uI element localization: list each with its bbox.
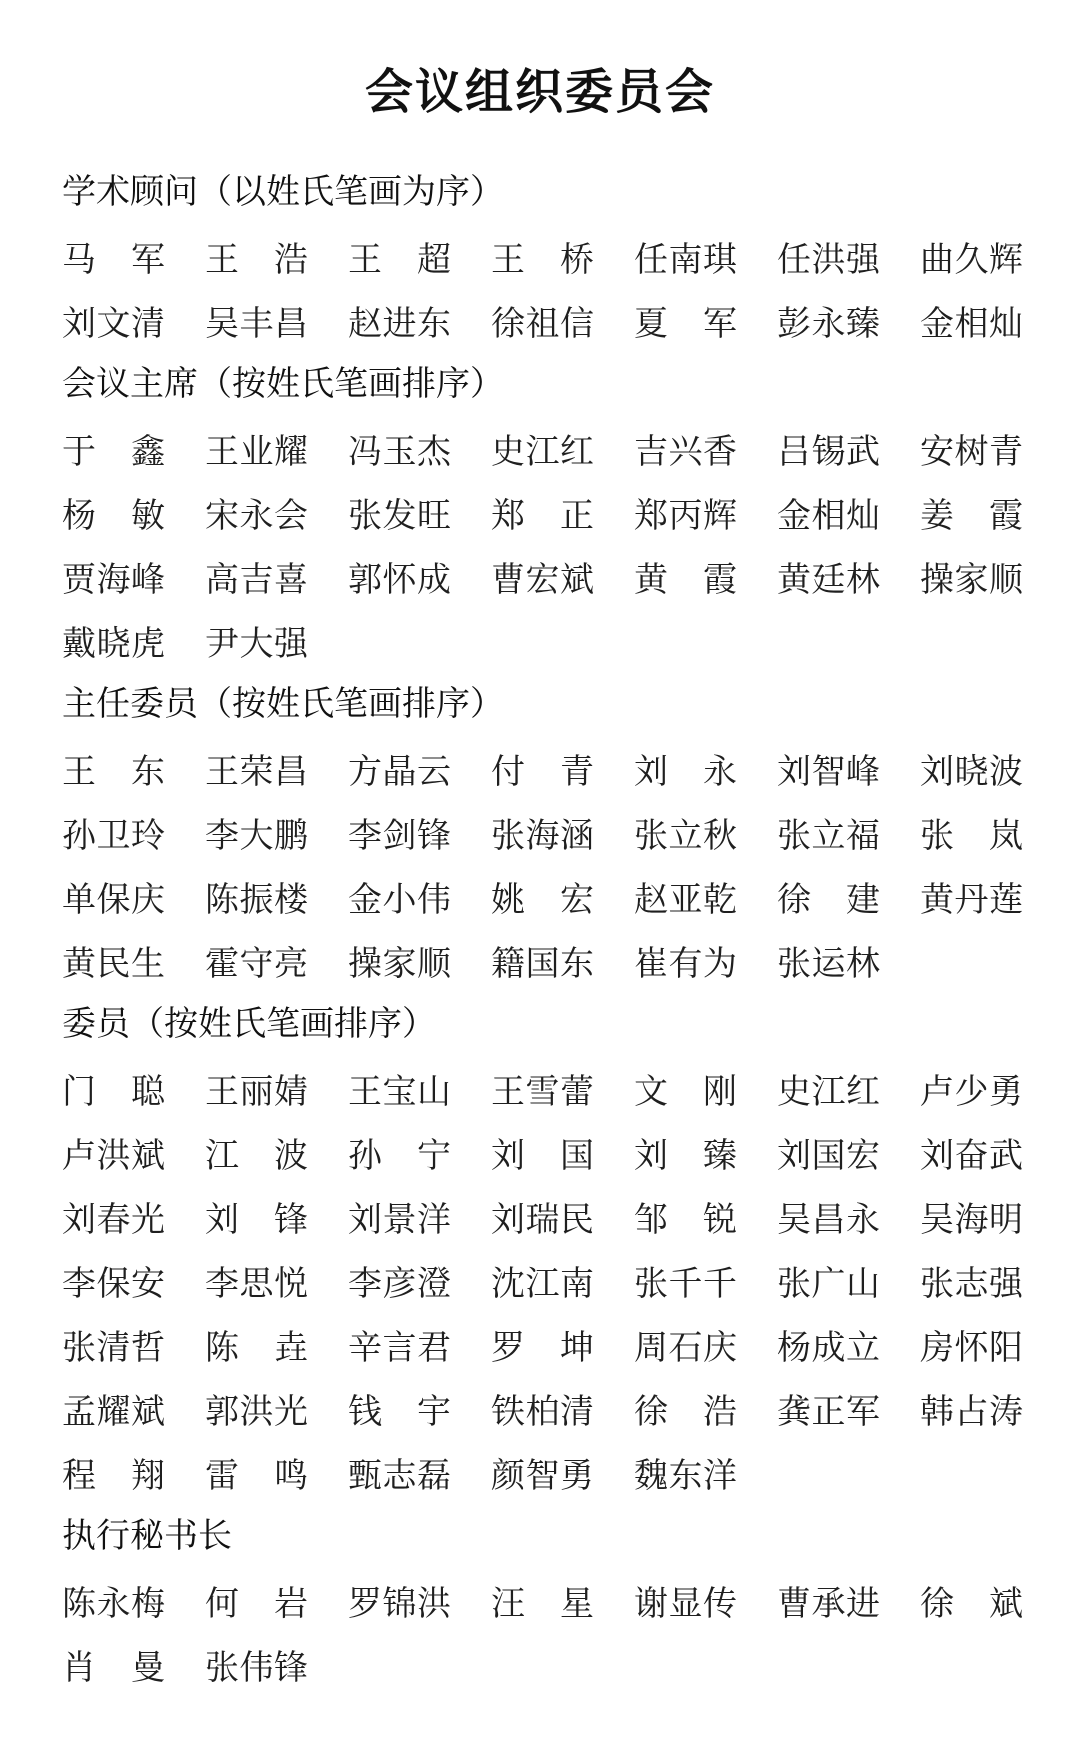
member-name-text: 张 岚	[920, 815, 1023, 856]
member-name	[777, 928, 880, 992]
member-name-text: 李思悦	[205, 1263, 308, 1304]
member-name-text: 郭怀成	[348, 559, 451, 600]
member-name-text: 门 聪	[62, 1071, 165, 1112]
member-name	[62, 288, 165, 352]
member-name	[920, 416, 1023, 480]
member-name	[348, 1568, 451, 1632]
member-name-text: 刘国宏	[777, 1135, 880, 1176]
member-name-text: 刘智峰	[777, 751, 880, 792]
member-name	[491, 1120, 594, 1184]
member-name	[205, 1568, 308, 1632]
member-name-text: 任洪强	[777, 239, 880, 280]
member-name-text: 黄 霞	[634, 559, 737, 600]
member-name-text: 张志强	[920, 1263, 1023, 1304]
member-name	[205, 1440, 308, 1504]
member-name	[491, 1568, 594, 1632]
member-name-text: 于 鑫	[62, 431, 165, 472]
member-name-text: 李彦澄	[348, 1263, 451, 1304]
member-name-text: 何 岩	[205, 1583, 308, 1624]
member-name	[634, 1376, 737, 1440]
member-name	[634, 800, 737, 864]
member-list	[62, 736, 1022, 992]
member-name	[348, 1376, 451, 1440]
member-name-text: 孙 宁	[348, 1135, 451, 1176]
member-name-text: 张立福	[777, 815, 880, 856]
member-name	[920, 800, 1023, 864]
member-name	[205, 1056, 308, 1120]
member-name-text: 刘瑞民	[491, 1199, 594, 1240]
member-name	[62, 1376, 165, 1440]
member-name	[634, 736, 737, 800]
member-name-text: 史江红	[491, 431, 594, 472]
member-name	[491, 864, 594, 928]
member-name	[777, 224, 880, 288]
member-name-text: 马 军	[62, 239, 165, 280]
member-name	[491, 800, 594, 864]
member-name-text: 曹宏斌	[491, 559, 594, 600]
member-name-text: 贾海峰	[62, 559, 165, 600]
member-name	[920, 1568, 1023, 1632]
member-name	[205, 416, 308, 480]
member-name-text: 王宝山	[348, 1071, 451, 1112]
member-name-text: 杨成立	[777, 1327, 880, 1368]
member-name-text: 金小伟	[348, 879, 451, 920]
member-name-text: 周石庆	[634, 1327, 737, 1368]
member-name	[348, 800, 451, 864]
member-name-text: 张海涵	[491, 815, 594, 856]
member-name	[634, 1440, 737, 1504]
member-name	[777, 288, 880, 352]
member-name	[920, 288, 1023, 352]
member-name	[920, 1184, 1023, 1248]
member-name	[920, 1056, 1023, 1120]
member-name	[920, 480, 1023, 544]
member-name-text: 韩占涛	[920, 1391, 1023, 1432]
member-name	[205, 1120, 308, 1184]
member-name	[634, 480, 737, 544]
member-name-text: 郭洪光	[205, 1391, 308, 1432]
member-name	[62, 1312, 165, 1376]
member-name	[491, 1376, 594, 1440]
member-name	[205, 224, 308, 288]
member-name-text: 王 浩	[205, 239, 308, 280]
member-name-text: 黄丹莲	[920, 879, 1023, 920]
member-name-text: 姜 霞	[920, 495, 1023, 536]
member-name-text: 文 刚	[634, 1071, 737, 1112]
member-name-text: 安树青	[920, 431, 1023, 472]
member-name	[62, 1632, 165, 1696]
member-name-text: 张发旺	[348, 495, 451, 536]
member-name	[777, 1184, 880, 1248]
member-name	[62, 1568, 165, 1632]
member-name	[205, 1312, 308, 1376]
member-name-text: 张伟锋	[205, 1647, 308, 1688]
member-name	[62, 1184, 165, 1248]
member-name	[205, 288, 308, 352]
member-name	[62, 1056, 165, 1120]
member-name-text: 江 波	[205, 1135, 308, 1176]
member-name-text: 操家顺	[920, 559, 1023, 600]
member-name	[920, 864, 1023, 928]
member-name-text: 史江红	[777, 1071, 880, 1112]
member-name	[920, 1120, 1023, 1184]
member-name	[920, 1312, 1023, 1376]
member-name-text: 刘 臻	[634, 1135, 737, 1176]
member-name-text: 冯玉杰	[348, 431, 451, 472]
member-name-text: 吉兴香	[634, 431, 737, 472]
member-name-text: 甄志磊	[348, 1455, 451, 1496]
member-name	[205, 480, 308, 544]
member-list	[62, 1056, 1022, 1504]
member-name-text: 张千千	[634, 1263, 737, 1304]
member-name	[62, 928, 165, 992]
member-name-text: 王 超	[348, 239, 451, 280]
member-name-text: 吴丰昌	[205, 303, 308, 344]
member-name	[777, 736, 880, 800]
member-name	[62, 224, 165, 288]
member-name-text: 刘 国	[491, 1135, 594, 1176]
member-name	[777, 416, 880, 480]
member-name	[62, 608, 165, 672]
member-name	[777, 1248, 880, 1312]
member-name	[205, 1184, 308, 1248]
member-name-text: 徐 斌	[920, 1583, 1023, 1624]
member-name-text: 吕锡武	[777, 431, 880, 472]
member-name-text: 魏东洋	[634, 1455, 737, 1496]
member-name-text: 崔有为	[634, 943, 737, 984]
member-name-text: 霍守亮	[205, 943, 308, 984]
member-name-text: 付 青	[491, 751, 594, 792]
member-name-text: 张清哲	[62, 1327, 165, 1368]
member-name-text: 金相灿	[920, 303, 1023, 344]
page-title: 会议组织委员会	[364, 64, 715, 120]
member-name	[348, 416, 451, 480]
member-name-text: 龚正军	[777, 1391, 880, 1432]
member-name	[348, 736, 451, 800]
member-name-text: 郑丙辉	[634, 495, 737, 536]
member-name	[634, 1312, 737, 1376]
member-name-text: 单保庆	[62, 879, 165, 920]
member-name	[62, 800, 165, 864]
member-name-text: 张立秋	[634, 815, 737, 856]
member-name-text: 卢洪斌	[62, 1135, 165, 1176]
member-name	[205, 1376, 308, 1440]
member-name	[634, 1248, 737, 1312]
member-name-text: 徐 建	[777, 879, 880, 920]
member-name-text: 陈永梅	[62, 1583, 165, 1624]
member-name	[634, 928, 737, 992]
member-name-text: 罗 坤	[491, 1327, 594, 1368]
committee-section	[62, 672, 1022, 992]
member-name-text: 王雪蕾	[491, 1071, 594, 1112]
member-name	[205, 1632, 308, 1696]
member-name	[62, 1440, 165, 1504]
member-name	[62, 864, 165, 928]
member-name-text: 高吉喜	[205, 559, 308, 600]
member-name	[491, 1056, 594, 1120]
member-name	[491, 416, 594, 480]
member-name	[62, 416, 165, 480]
member-name	[491, 1184, 594, 1248]
member-list	[62, 1568, 1022, 1696]
section-heading: 执行秘书长	[62, 1516, 232, 1556]
member-name	[634, 416, 737, 480]
member-name	[634, 224, 737, 288]
member-name-text: 赵亚乾	[634, 879, 737, 920]
member-name	[205, 928, 308, 992]
member-name-text: 方晶云	[348, 751, 451, 792]
member-name	[348, 928, 451, 992]
committee-content	[62, 160, 1022, 1696]
member-name-text: 尹大强	[205, 623, 308, 664]
section-heading: 会议主席（按姓氏笔画排序）	[62, 364, 504, 404]
member-name	[348, 224, 451, 288]
member-name	[634, 1184, 737, 1248]
member-name	[205, 736, 308, 800]
member-name	[491, 928, 594, 992]
member-name	[62, 1120, 165, 1184]
member-name	[920, 736, 1023, 800]
member-name	[348, 544, 451, 608]
member-name	[777, 800, 880, 864]
member-name	[491, 1440, 594, 1504]
member-name	[62, 480, 165, 544]
member-name-text: 籍国东	[491, 943, 594, 984]
member-name	[348, 1120, 451, 1184]
member-name-text: 李保安	[62, 1263, 165, 1304]
member-name	[920, 1248, 1023, 1312]
member-name-text: 罗锦洪	[348, 1583, 451, 1624]
member-name-text: 吴昌永	[777, 1199, 880, 1240]
member-name-text: 刘奋武	[920, 1135, 1023, 1176]
member-name	[777, 1120, 880, 1184]
member-name	[634, 288, 737, 352]
member-name	[348, 1184, 451, 1248]
member-name	[491, 1312, 594, 1376]
member-name	[205, 1248, 308, 1312]
member-name-text: 房怀阳	[920, 1327, 1023, 1368]
member-name-text: 孙卫玲	[62, 815, 165, 856]
member-name-text: 黄民生	[62, 943, 165, 984]
member-name	[491, 288, 594, 352]
member-name-text: 肖 曼	[62, 1647, 165, 1688]
committee-section	[62, 1504, 1022, 1696]
member-name-text: 刘 永	[634, 751, 737, 792]
member-name-text: 刘晓波	[920, 751, 1023, 792]
member-list	[62, 416, 1022, 672]
member-name	[348, 864, 451, 928]
member-name-text: 金相灿	[777, 495, 880, 536]
member-name-text: 程 翔	[62, 1455, 165, 1496]
member-name	[634, 544, 737, 608]
member-name	[634, 1056, 737, 1120]
member-name-text: 王 桥	[491, 239, 594, 280]
member-name	[348, 1440, 451, 1504]
member-name-text: 张广山	[777, 1263, 880, 1304]
member-name-text: 卢少勇	[920, 1071, 1023, 1112]
member-name-text: 张运林	[777, 943, 880, 984]
committee-section	[62, 160, 1022, 352]
member-name	[205, 544, 308, 608]
member-name-text: 戴晓虎	[62, 623, 165, 664]
section-heading: 学术顾问（以姓氏笔画为序）	[62, 172, 504, 212]
member-name-text: 赵进东	[348, 303, 451, 344]
member-name-text: 曹承进	[777, 1583, 880, 1624]
member-name	[777, 1376, 880, 1440]
member-name	[634, 864, 737, 928]
member-name-text: 杨 敏	[62, 495, 165, 536]
member-name	[920, 544, 1023, 608]
member-name-text: 王荣昌	[205, 751, 308, 792]
member-name-text: 刘 锋	[205, 1199, 308, 1240]
member-name	[62, 1248, 165, 1312]
member-name-text: 谢显传	[634, 1583, 737, 1624]
member-name	[205, 864, 308, 928]
member-name	[777, 1056, 880, 1120]
member-name	[491, 480, 594, 544]
member-name	[777, 544, 880, 608]
member-name	[634, 1120, 737, 1184]
member-name	[777, 1312, 880, 1376]
member-name-text: 徐 浩	[634, 1391, 737, 1432]
member-name	[777, 864, 880, 928]
member-list	[62, 224, 1022, 352]
member-name-text: 刘文清	[62, 303, 165, 344]
member-name-text: 李剑锋	[348, 815, 451, 856]
member-name	[62, 544, 165, 608]
member-name	[348, 288, 451, 352]
member-name-text: 铁柏清	[491, 1391, 594, 1432]
member-name-text: 雷 鸣	[205, 1455, 308, 1496]
member-name	[348, 480, 451, 544]
member-name-text: 刘景洋	[348, 1199, 451, 1240]
committee-section	[62, 352, 1022, 672]
member-name-text: 郑 正	[491, 495, 594, 536]
member-name-text: 徐祖信	[491, 303, 594, 344]
member-name	[491, 544, 594, 608]
member-name-text: 孟耀斌	[62, 1391, 165, 1432]
member-name	[920, 1376, 1023, 1440]
member-name	[348, 1248, 451, 1312]
committee-section	[62, 992, 1022, 1504]
member-name-text: 姚 宏	[491, 879, 594, 920]
member-name	[777, 480, 880, 544]
section-heading: 主任委员（按姓氏笔画排序）	[62, 684, 504, 724]
section-heading: 委员（按姓氏笔画排序）	[62, 1004, 436, 1044]
member-name	[62, 736, 165, 800]
member-name-text: 陈振楼	[205, 879, 308, 920]
member-name-text: 吴海明	[920, 1199, 1023, 1240]
member-name-text: 宋永会	[205, 495, 308, 536]
member-name-text: 夏 军	[634, 303, 737, 344]
member-name	[205, 608, 308, 672]
member-name-text: 刘春光	[62, 1199, 165, 1240]
member-name-text: 辛言君	[348, 1327, 451, 1368]
member-name-text: 沈江南	[491, 1263, 594, 1304]
member-name-text: 任南琪	[634, 239, 737, 280]
member-name	[348, 1056, 451, 1120]
member-name	[491, 736, 594, 800]
member-name-text: 李大鹏	[205, 815, 308, 856]
member-name-text: 曲久辉	[920, 239, 1023, 280]
member-name-text: 王丽婧	[205, 1071, 308, 1112]
member-name	[634, 1568, 737, 1632]
member-name-text: 操家顺	[348, 943, 451, 984]
member-name	[205, 800, 308, 864]
member-name-text: 黄廷林	[777, 559, 880, 600]
member-name-text: 王 东	[62, 751, 165, 792]
member-name-text: 彭永臻	[777, 303, 880, 344]
member-name	[348, 1312, 451, 1376]
member-name	[491, 1248, 594, 1312]
member-name	[920, 224, 1023, 288]
member-name-text: 邹 锐	[634, 1199, 737, 1240]
member-name-text: 颜智勇	[491, 1455, 594, 1496]
member-name-text: 钱 宇	[348, 1391, 451, 1432]
member-name-text: 陈 垚	[205, 1327, 308, 1368]
member-name-text: 王业耀	[205, 431, 308, 472]
member-name-text: 汪 星	[491, 1583, 594, 1624]
member-name	[777, 1568, 880, 1632]
member-name	[491, 224, 594, 288]
